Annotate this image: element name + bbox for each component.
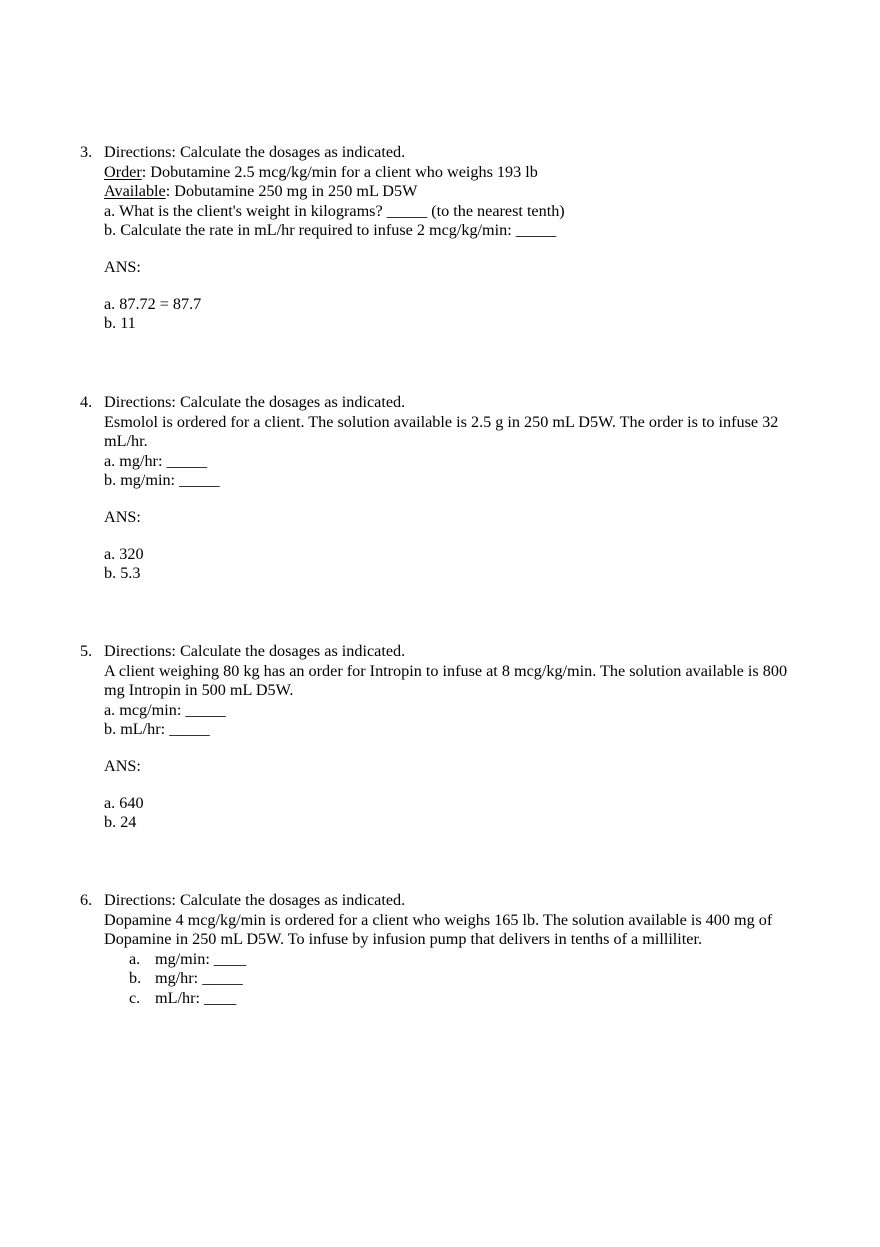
subpart-text: mg/hr: _____ <box>155 969 243 988</box>
question-5 <box>80 642 794 833</box>
directions: Directions: Calculate the dosages as indicated. <box>104 642 406 660</box>
ans-label: ANS: <box>104 756 141 775</box>
question-number: 5. <box>80 642 93 660</box>
answer-a: a. 640 <box>104 793 144 812</box>
subpart-letter: b. <box>129 969 142 988</box>
part-b: b. Calculate the rate in mL/hr required to infuse 2 mcg/kg/min: _____ <box>104 221 557 240</box>
question-text: Dopamine 4 mcg/kg/min is ordered for a client who weighs 165 lb. The solution available is 400 mg of Dopamine in 250 mL D5W. To infuse by infusion pump that delivers in tenths of a milliliter. <box>104 910 773 949</box>
question-number: 3. <box>80 143 93 161</box>
available-label: Available <box>104 182 166 201</box>
answer-a: a. 320 <box>104 544 144 563</box>
order-label: Order <box>104 162 142 181</box>
question-text: Esmolol is ordered for a client. The solution available is 2.5 g in 250 mL D5W. The order is to infuse 32 mL/hr. <box>104 412 779 451</box>
part-a: a. What is the client's weight in kilograms? _____ (to the nearest tenth) <box>104 201 565 220</box>
subpart-letter: c. <box>129 988 141 1007</box>
subpart-a <box>104 950 794 970</box>
ans-label: ANS: <box>104 507 141 526</box>
question-4 <box>80 393 794 584</box>
ans-label: ANS: <box>104 257 141 276</box>
answer-a: a. 87.72 = 87.7 <box>104 294 202 313</box>
answer-b: b. 5.3 <box>104 564 141 583</box>
part-a: a. mcg/min: _____ <box>104 700 226 719</box>
subpart-b <box>104 969 794 989</box>
subpart-text: mg/min: ____ <box>155 949 247 968</box>
part-b: b. mL/hr: _____ <box>104 720 210 739</box>
question-text: A client weighing 80 kg has an order for Intropin to infuse at 8 mcg/kg/min. The solution available is 800 mg Intropin in 500 mL D5W. <box>104 661 788 700</box>
subpart-letter: a. <box>129 949 141 968</box>
question-3 <box>80 143 794 334</box>
answer-b: b. 24 <box>104 813 137 832</box>
available-text: : Dobutamine 250 mg in 250 mL D5W <box>165 182 418 201</box>
order-line <box>104 163 794 183</box>
answer-b: b. 11 <box>104 314 136 333</box>
question-number: 6. <box>80 891 93 909</box>
directions: Directions: Calculate the dosages as indicated. <box>104 393 406 411</box>
order-text: : Dobutamine 2.5 mcg/kg/min for a client who weighs 193 lb <box>141 162 538 181</box>
directions: Directions: Calculate the dosages as indicated. <box>104 891 406 909</box>
available-line <box>104 182 794 202</box>
question-6 <box>80 891 794 1009</box>
question-number: 4. <box>80 393 93 411</box>
subpart-text: mL/hr: ____ <box>155 988 237 1007</box>
part-b: b. mg/min: _____ <box>104 471 220 490</box>
subpart-c <box>104 989 794 1009</box>
part-a: a. mg/hr: _____ <box>104 451 207 470</box>
directions: Directions: Calculate the dosages as indicated. <box>104 143 406 161</box>
